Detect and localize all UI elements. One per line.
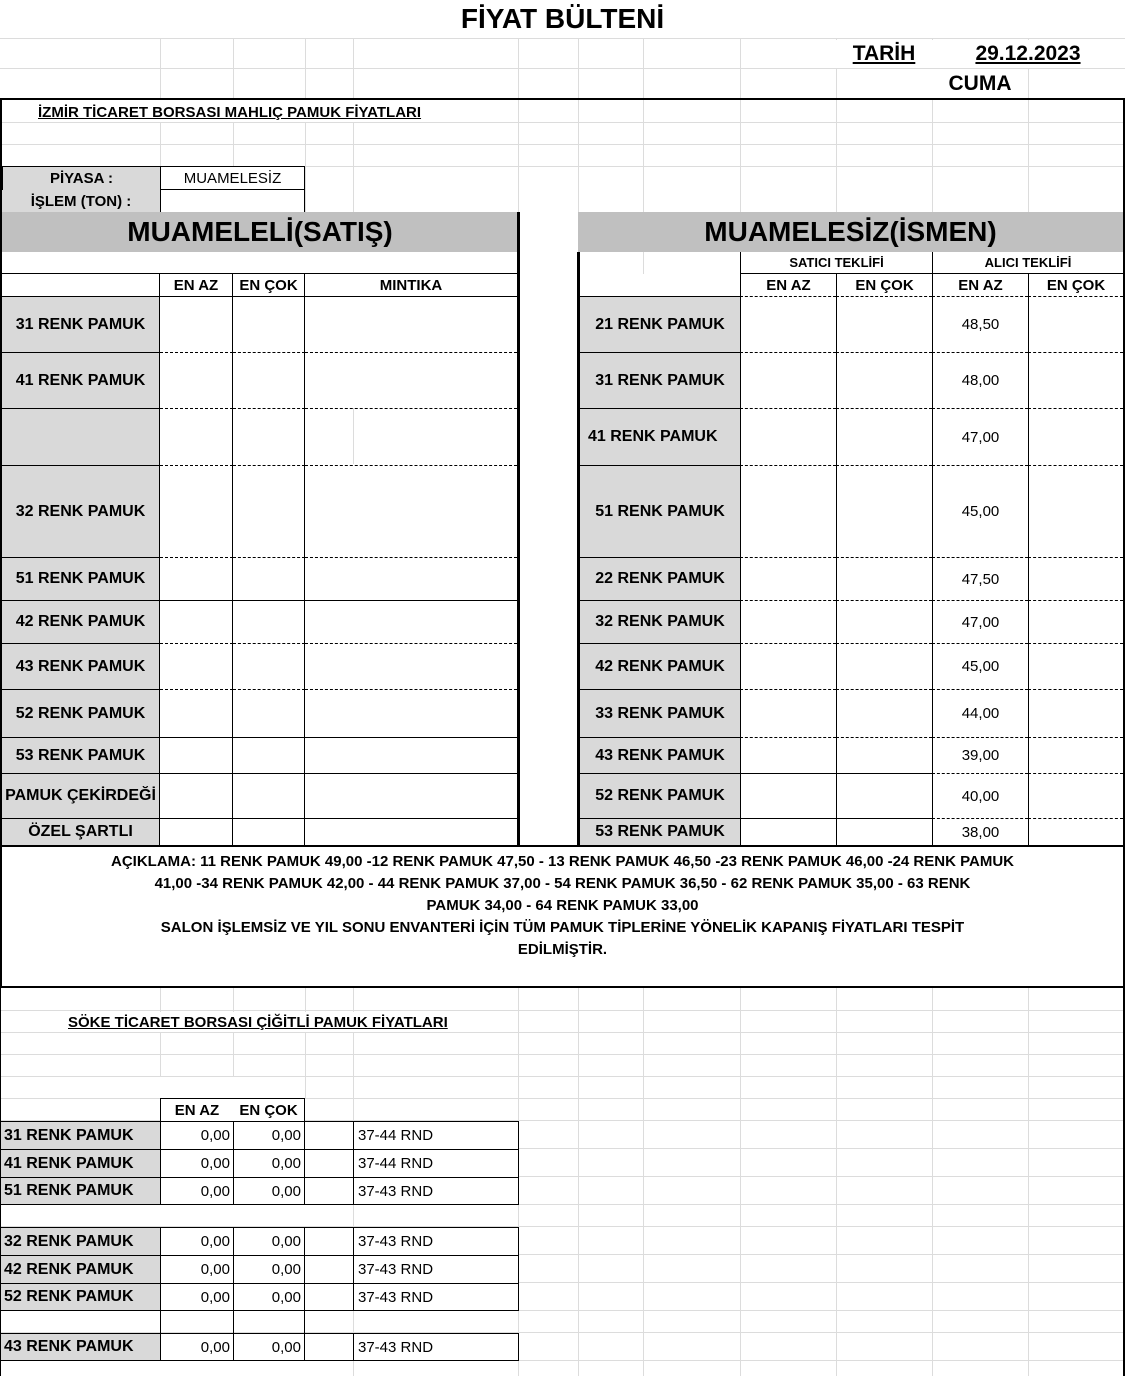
- cell-mintika[interactable]: [305, 352, 517, 408]
- soke-cell-blank: [305, 1283, 353, 1311]
- soke-cell-rnd[interactable]: 37-43 RND: [353, 1177, 519, 1205]
- muamelesiz-title: MUAMELESİZ(İSMEN): [578, 212, 1123, 252]
- cell-alici-en-cok[interactable]: [1028, 643, 1123, 689]
- row-label: 51 RENK PAMUK: [580, 465, 740, 557]
- soke-row-label: 42 RENK PAMUK: [1, 1255, 160, 1283]
- cell-en-cok[interactable]: [233, 773, 305, 818]
- muameleli-right-border: [517, 212, 520, 846]
- col-header-en-cok: EN ÇOK: [233, 274, 305, 297]
- cell-en-cok[interactable]: [233, 600, 305, 643]
- cell-en-az[interactable]: [160, 818, 233, 845]
- cell-alici-en-az[interactable]: 45,00: [932, 643, 1028, 689]
- row-label: 53 RENK PAMUK: [2, 737, 160, 773]
- cell-alici-en-cok[interactable]: [1028, 352, 1123, 408]
- cell-alici-en-az[interactable]: 38,00: [932, 818, 1028, 845]
- cell-alici-en-cok[interactable]: [1028, 600, 1123, 643]
- cell-mintika[interactable]: [305, 600, 517, 643]
- soke-cell-rnd[interactable]: 37-43 RND: [353, 1333, 519, 1361]
- cell-alici-en-az[interactable]: 40,00: [932, 773, 1028, 818]
- izmir-section-title: İZMİR TİCARET BORSASI MAHLIÇ PAMUK FİYATLARI: [38, 102, 518, 122]
- cell-satici-en-az[interactable]: [740, 689, 836, 737]
- cell-en-az[interactable]: [160, 773, 233, 818]
- row-label: 32 RENK PAMUK: [580, 600, 740, 643]
- soke-cell-rnd[interactable]: 37-43 RND: [353, 1255, 519, 1283]
- frame-top: [0, 98, 1125, 100]
- cell-en-az[interactable]: [160, 737, 233, 773]
- row-label: 42 RENK PAMUK: [580, 643, 740, 689]
- cell-satici-en-az[interactable]: [740, 818, 836, 845]
- cell-alici-en-cok[interactable]: [1028, 408, 1123, 465]
- soke-cell-en-cok[interactable]: 0,00: [233, 1177, 305, 1205]
- row-label: 32 RENK PAMUK: [2, 465, 160, 557]
- cell-mintika[interactable]: [305, 773, 517, 818]
- piyasa-label: PİYASA :: [2, 166, 160, 190]
- col-header-label: [580, 274, 740, 297]
- row-label: 33 RENK PAMUK: [580, 689, 740, 737]
- row-label: 51 RENK PAMUK: [2, 557, 160, 600]
- cell-satici-en-cok[interactable]: [836, 737, 932, 773]
- cell-satici-en-cok[interactable]: [836, 465, 932, 557]
- soke-cell-en-az[interactable]: 0,00: [160, 1227, 233, 1255]
- cell-en-cok[interactable]: [233, 643, 305, 689]
- cell-satici-en-cok[interactable]: [836, 773, 932, 818]
- cell-satici-en-az[interactable]: [740, 773, 836, 818]
- cell-en-az[interactable]: [160, 557, 233, 600]
- soke-cell-blank: [305, 1255, 353, 1283]
- soke-cell-en-az[interactable]: 0,00: [160, 1283, 233, 1311]
- cell-alici-en-az[interactable]: 39,00: [932, 737, 1028, 773]
- soke-col-en-cok: EN ÇOK: [233, 1098, 305, 1121]
- cell-en-cok[interactable]: [233, 465, 305, 557]
- cell-satici-en-cok[interactable]: [836, 689, 932, 737]
- cell-mintika[interactable]: [305, 643, 517, 689]
- cell-satici-en-az[interactable]: [740, 352, 836, 408]
- aciklama-line-5: EDİLMİŞTİR.: [517, 941, 608, 958]
- cell-satici-en-az[interactable]: [740, 465, 836, 557]
- soke-cell-rnd[interactable]: 37-43 RND: [353, 1283, 519, 1311]
- islem-value: [160, 190, 305, 212]
- muameleli-title: MUAMELELİ(SATIŞ): [2, 212, 518, 252]
- col-header-label: [2, 274, 160, 297]
- cell-satici-en-az[interactable]: [740, 297, 836, 352]
- aciklama-line-4: SALON İŞLEMSİZ VE YIL SONU ENVANTERİ İÇİN TÜM PAMUK TİPLERİNE YÖNELİK KAPANIŞ FİYATLARI TESPİT: [160, 919, 965, 936]
- soke-cell-en-cok[interactable]: 0,00: [233, 1283, 305, 1311]
- date-label: TARİH: [836, 40, 932, 68]
- cell-alici-en-cok[interactable]: [1028, 818, 1123, 845]
- cell-alici-en-cok[interactable]: [1028, 465, 1123, 557]
- cell-en-cok[interactable]: [233, 557, 305, 600]
- soke-cell-blank: [305, 1177, 353, 1205]
- row-label: 22 RENK PAMUK: [580, 557, 740, 600]
- soke-cell-en-az[interactable]: 0,00: [160, 1149, 233, 1177]
- soke-row-label: 51 RENK PAMUK: [1, 1177, 160, 1205]
- aciklama-line-1: AÇIKLAMA: 11 RENK PAMUK 49,00 -12 RENK PAMUK 47,50 - 13 RENK PAMUK 46,50 -23 RENK PAMUK 46,00 -24 RENK PAMUK: [111, 853, 1014, 870]
- islem-label: İŞLEM (TON) :: [2, 190, 160, 212]
- soke-cell-blank: [305, 1149, 353, 1177]
- cell-alici-en-az[interactable]: 47,00: [932, 408, 1028, 465]
- cell-en-az[interactable]: [160, 352, 233, 408]
- muameleli-spacer-row: [2, 252, 518, 274]
- soke-row-label: 43 RENK PAMUK: [1, 1333, 160, 1361]
- cell-satici-en-cok[interactable]: [836, 352, 932, 408]
- soke-row-label: 31 RENK PAMUK: [1, 1121, 160, 1149]
- soke-cell-en-az[interactable]: 0,00: [160, 1255, 233, 1283]
- cell-alici-en-az[interactable]: 44,00: [932, 689, 1028, 737]
- cell-satici-en-cok[interactable]: [836, 600, 932, 643]
- cell-en-cok[interactable]: [233, 297, 305, 352]
- tables-bottom-border: [0, 845, 1125, 847]
- row-label: 42 RENK PAMUK: [2, 600, 160, 643]
- soke-cell-blank: [305, 1227, 353, 1255]
- soke-cell-en-cok[interactable]: 0,00: [233, 1333, 305, 1361]
- inner-gridline: [353, 409, 354, 464]
- soke-cell-en-az[interactable]: 0,00: [160, 1177, 233, 1205]
- cell-mintika[interactable]: [305, 465, 517, 557]
- cell-mintika[interactable]: [305, 557, 517, 600]
- cell-en-az[interactable]: [160, 297, 233, 352]
- page-title: FİYAT BÜLTENİ: [0, 0, 1125, 38]
- date-value: 29.12.2023: [932, 40, 1124, 68]
- cell-alici-en-cok[interactable]: [1028, 689, 1123, 737]
- col-header-alici-en-cok: EN ÇOK: [1028, 274, 1123, 297]
- col-header-mintika: MINTIKA: [305, 274, 517, 297]
- aciklama-box: [2, 849, 1123, 987]
- soke-cell-en-cok[interactable]: 0,00: [233, 1121, 305, 1149]
- soke-cell-blank: [305, 1333, 353, 1361]
- row-label: 41 RENK PAMUK: [580, 408, 740, 465]
- col-header-alici-en-az: EN AZ: [932, 274, 1028, 297]
- soke-cell-en-cok[interactable]: 0,00: [233, 1149, 305, 1177]
- row-label: 21 RENK PAMUK: [580, 297, 740, 352]
- cell-en-az[interactable]: [160, 465, 233, 557]
- row-label: 41 RENK PAMUK: [2, 352, 160, 408]
- cell-alici-en-az[interactable]: 48,50: [932, 297, 1028, 352]
- row-label: 52 RENK PAMUK: [2, 689, 160, 737]
- cell-en-az[interactable]: [160, 408, 233, 465]
- alici-teklifi-header: ALICI TEKLİFİ: [932, 252, 1123, 274]
- soke-cell-en-az[interactable]: 0,00: [160, 1333, 233, 1361]
- aciklama-line-3: PAMUK 34,00 - 64 RENK PAMUK 33,00: [426, 897, 699, 914]
- cell-mintika[interactable]: [305, 818, 517, 845]
- soke-cell-en-cok[interactable]: 0,00: [233, 1255, 305, 1283]
- piyasa-value: MUAMELESİZ: [160, 166, 305, 190]
- row-label: 52 RENK PAMUK: [580, 773, 740, 818]
- cell-satici-en-cok[interactable]: [836, 297, 932, 352]
- cell-satici-en-cok[interactable]: [836, 818, 932, 845]
- cell-satici-en-az[interactable]: [740, 643, 836, 689]
- soke-col-en-az: EN AZ: [160, 1098, 234, 1121]
- soke-row-label: 41 RENK PAMUK: [1, 1149, 160, 1177]
- cell-en-cok[interactable]: [233, 689, 305, 737]
- cell-alici-en-cok[interactable]: [1028, 557, 1123, 600]
- cell-en-cok[interactable]: [233, 352, 305, 408]
- row-label: PAMUK ÇEKİRDEĞİ: [2, 773, 160, 818]
- cell-satici-en-az[interactable]: [740, 600, 836, 643]
- cell-satici-en-cok[interactable]: [836, 557, 932, 600]
- satici-teklifi-header: SATICI TEKLİFİ: [740, 252, 932, 274]
- soke-spacer-cell: [160, 1311, 234, 1333]
- cell-mintika[interactable]: [305, 737, 517, 773]
- row-label: 43 RENK PAMUK: [2, 643, 160, 689]
- soke-row-label: 32 RENK PAMUK: [1, 1227, 160, 1255]
- cell-en-cok[interactable]: [233, 818, 305, 845]
- soke-spacer-cell: [233, 1311, 305, 1333]
- cell-satici-en-az[interactable]: [740, 408, 836, 465]
- cell-mintika[interactable]: [305, 689, 517, 737]
- aciklama-bottom-border: [0, 986, 1125, 988]
- soke-section-title: SÖKE TİCARET BORSASI ÇİĞİTLİ PAMUK FİYATLARI: [68, 1012, 508, 1032]
- col-header-satici-en-cok: EN ÇOK: [836, 274, 932, 297]
- col-header-satici-en-az: EN AZ: [740, 274, 836, 297]
- cell-alici-en-az[interactable]: 47,00: [932, 600, 1028, 643]
- soke-cell-rnd[interactable]: 37-44 RND: [353, 1121, 519, 1149]
- row-label: [2, 408, 160, 465]
- row-label: ÖZEL ŞARTLI: [2, 818, 160, 845]
- cell-alici-en-cok[interactable]: [1028, 737, 1123, 773]
- soke-cell-rnd[interactable]: 37-43 RND: [353, 1227, 519, 1255]
- cell-mintika[interactable]: [305, 408, 517, 465]
- row-label: 31 RENK PAMUK: [2, 297, 160, 352]
- row-label: 43 RENK PAMUK: [580, 737, 740, 773]
- soke-cell-blank: [305, 1121, 353, 1149]
- soke-cell-en-az[interactable]: 0,00: [160, 1121, 233, 1149]
- cell-alici-en-az[interactable]: 47,50: [932, 557, 1028, 600]
- cell-alici-en-az[interactable]: 48,00: [932, 352, 1028, 408]
- cell-alici-en-cok[interactable]: [1028, 297, 1123, 352]
- day-name: CUMA: [932, 70, 1028, 98]
- cell-en-az[interactable]: [160, 643, 233, 689]
- cell-alici-en-az[interactable]: 45,00: [932, 465, 1028, 557]
- soke-row-label: 52 RENK PAMUK: [1, 1283, 160, 1311]
- cell-satici-en-az[interactable]: [740, 557, 836, 600]
- row-label: 53 RENK PAMUK: [580, 818, 740, 845]
- cell-mintika[interactable]: [305, 297, 517, 352]
- cell-en-cok[interactable]: [233, 408, 305, 465]
- cell-satici-en-cok[interactable]: [836, 643, 932, 689]
- cell-en-az[interactable]: [160, 600, 233, 643]
- col-header-en-az: EN AZ: [160, 274, 233, 297]
- row-label: 31 RENK PAMUK: [580, 352, 740, 408]
- cell-satici-en-cok[interactable]: [836, 408, 932, 465]
- cell-en-az[interactable]: [160, 689, 233, 737]
- aciklama-line-2: 41,00 -34 RENK PAMUK 42,00 - 44 RENK PAMUK 37,00 - 54 RENK PAMUK 36,50 - 62 RENK PAMUK 35,00 - 63 RENK: [154, 875, 971, 892]
- cell-en-cok[interactable]: [233, 737, 305, 773]
- soke-cell-rnd[interactable]: 37-44 RND: [353, 1149, 519, 1177]
- cell-alici-en-cok[interactable]: [1028, 773, 1123, 818]
- soke-cell-en-cok[interactable]: 0,00: [233, 1227, 305, 1255]
- cell-satici-en-az[interactable]: [740, 737, 836, 773]
